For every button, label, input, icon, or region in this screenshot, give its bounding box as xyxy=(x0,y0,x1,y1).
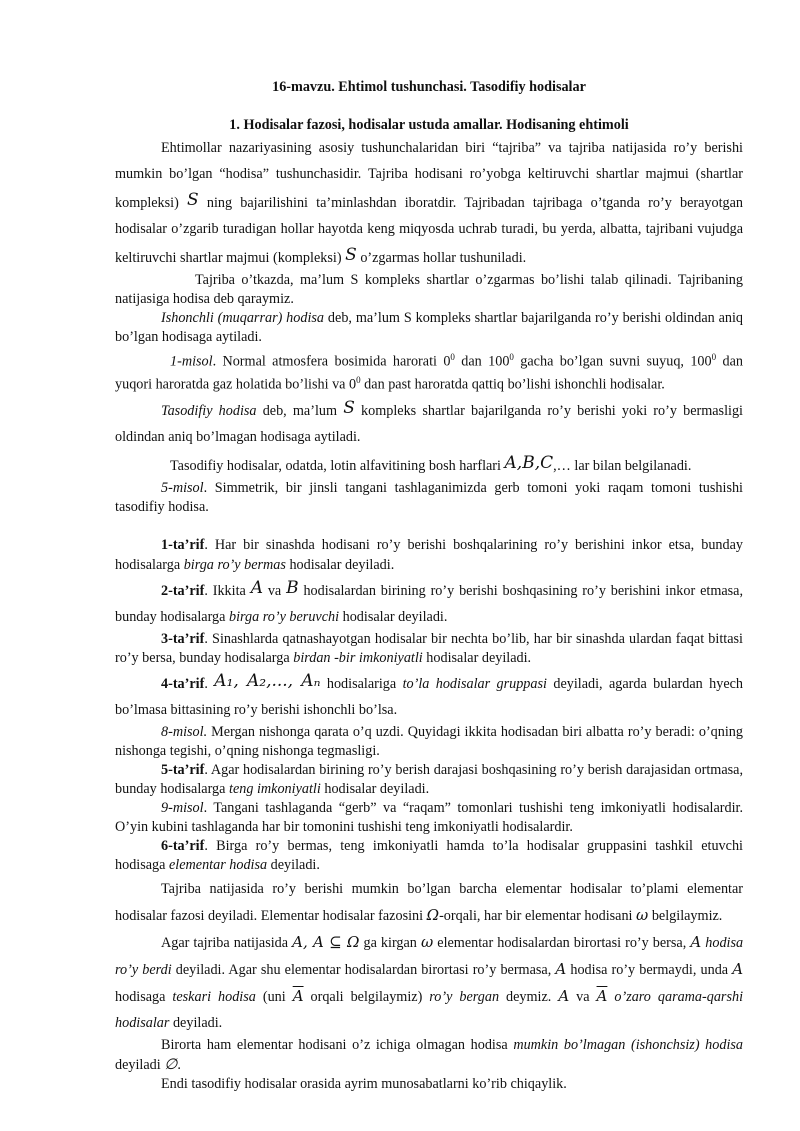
math-symbol: A, A ⊆ Ω xyxy=(292,932,360,951)
math-symbol: A xyxy=(558,986,570,1005)
math-symbol: B xyxy=(286,577,299,598)
term: to’la hodisalar gruppasi xyxy=(402,675,547,692)
term: ro’y bergan xyxy=(429,988,500,1005)
closing-paragraph: Endi tasodifiy hodisalar orasida ayrim munosabatlarni ko’rib chiqaylik. xyxy=(161,1075,567,1092)
document-page xyxy=(115,78,743,1094)
text: dan yuqori haroratda gaz holatida bo’lishi va 0 xyxy=(115,353,743,394)
text: hodisalardan birining ro’y berishi boshqasining ro’y berishini inkor etmasa, bunday hodisalarga xyxy=(115,582,744,625)
definition-2 xyxy=(115,575,743,630)
definition-label: 5-ta’rif xyxy=(161,761,205,778)
superscript: 0 xyxy=(356,375,361,386)
text: Birorta ham elementar hodisani o’z ichiga olmagan hodisa xyxy=(161,1036,508,1053)
text: hodisalar deyiladi. xyxy=(342,608,448,625)
text: . Normal atmosfera bosimida harorati 0 xyxy=(212,353,451,370)
complement-symbol: $\overline{A}$ xyxy=(596,986,608,1005)
definition-6 xyxy=(115,837,743,875)
omega-symbol: Ω xyxy=(426,905,440,924)
empty-set-symbol: ∅ xyxy=(164,1054,178,1073)
math-symbol: A₁, A₂,..., Aₙ xyxy=(214,670,321,691)
definition-label: 4-ta’rif xyxy=(161,675,205,692)
superscript: 0 xyxy=(711,351,717,362)
sample-space-paragraph xyxy=(115,876,743,929)
term: birdan -bir imkoniyatli xyxy=(293,649,423,666)
text: deyiladi xyxy=(115,1056,161,1073)
text: . Agar hodisalardan birining ro’y berish darajasi boshqasining ro’y berish darajasidan ortmasa, bunday hodisalarga xyxy=(115,761,743,798)
spacer xyxy=(115,517,743,536)
example-label: 1-misol xyxy=(170,353,213,370)
text: . Birga ro’y bermas, teng imkoniyatli hamda to’la hodisalar gruppasini tashkil etuvchi hodisaga xyxy=(115,838,743,874)
impossible-event-paragraph xyxy=(115,1036,743,1075)
text: Agar tajriba natijasida xyxy=(161,934,289,951)
superscript: 0 xyxy=(450,351,455,362)
text: ning bajarilishini ta’minlashdan iboratdir. Tajribadan tajribaga o’tganda ro’y berayotgan hodisalar o’zgarib turadigan hollar hayotda keng miqyosda uchrab turadi, bu yerda, albatta, tajribani vujudga keltiruvchi shartlar majmui (kompleksi) xyxy=(115,195,744,267)
math-symbol: A xyxy=(732,959,744,978)
example-label: 5-misol xyxy=(161,480,204,497)
text: deyiladi. xyxy=(172,1014,223,1031)
text: Tajriba natijasida ro’y berishi mumkin bo’lgan barcha elementar hodisalar to’plami elementar hodisalar fazosi deyiladi. Elementar hodisalar fazosini xyxy=(115,880,743,924)
text: hodisalar deyiladi. xyxy=(426,649,532,666)
term: birga ro’y beruvchi xyxy=(229,608,340,625)
text: . Sinashlarda qatnashayotgan hodisalar bir nechta bo’lib, har bir sinashda ulardan faqat bittasi ro’y bersa, bunday hodisalarga xyxy=(115,630,743,666)
text: deyiladi. xyxy=(270,857,320,874)
text: . Har bir sinashda hodisani ro’y berishi boshqalarining ro’y berishini inkor etsa, bunday hodisalarga xyxy=(115,537,743,573)
definition-3 xyxy=(115,630,743,668)
text: Mergan nishonga qarata o’q uzdi. Quyidagi ikkita hodisadan biri albatta ro’y beradi: o’qning nishonga tegishi, o’qning nishonga tegmasligi. xyxy=(115,723,743,759)
intro-paragraph xyxy=(115,135,743,271)
term: birga ro’y bermas xyxy=(183,556,286,573)
superscript: 0 xyxy=(509,351,514,362)
definition-1 xyxy=(115,536,743,574)
text: . Ikkita xyxy=(204,582,246,599)
text: kompleks shartlar bajarilganda ro’y berishi yoki ro’y bermasligi oldindan aniq bo’lmagan hodisaga aytiladi. xyxy=(115,403,743,446)
text: elementar hodisalardan birortasi ro’y bersa, xyxy=(437,934,687,951)
text: deymiz. xyxy=(506,988,552,1005)
text: va xyxy=(267,582,282,599)
example-5 xyxy=(115,479,743,517)
term: hodisa ro’y berdi xyxy=(115,934,744,978)
text: dan past haroratda qattiq bo’lishi ishonchli hodisalar. xyxy=(360,377,665,394)
definition-5 xyxy=(115,761,743,799)
term: teng imkoniyatli xyxy=(229,781,321,798)
text: va xyxy=(576,988,590,1005)
text: -orqali, har bir elementar hodisani xyxy=(439,907,633,924)
term: Ishonchli (muqarrar) hodisa xyxy=(161,310,325,327)
term: mumkin bo’lmagan (ishonchsiz) hodisa xyxy=(513,1036,744,1053)
text: . xyxy=(177,1056,181,1073)
math-symbol: A,B,C xyxy=(504,453,554,474)
text: (uni xyxy=(262,988,286,1005)
text: ,… lar bilan belgilanadi. xyxy=(553,458,692,475)
text: hodisalar deyiladi. xyxy=(289,556,395,573)
notation-paragraph xyxy=(115,450,743,479)
definition-4 xyxy=(115,668,743,723)
text: deyiladi. Agar shu elementar hodisalardan birortasi ro’y bermasa, xyxy=(175,961,552,978)
text: ga kirgan xyxy=(363,934,417,951)
example-label: 9-misol xyxy=(161,800,204,817)
text: . Simmetrik, bir jinsli tangani tashlaganimizda gerb tomoni yoki raqam tomoni tushishi tasodifiy hodisa. xyxy=(115,480,743,516)
text: Tasodifiy hodisalar, odatda, lotin alfavitining bosh harflari xyxy=(170,458,501,475)
text: . xyxy=(204,675,208,692)
definition-label: 6-ta’rif xyxy=(161,838,205,855)
text: belgilaymiz. xyxy=(651,907,723,924)
section-heading: 1. Hodisalar fazosi, hodisalar ustuda amallar. Hodisaning ehtimoli xyxy=(229,117,629,134)
sure-event-definition xyxy=(115,309,743,347)
text: hodisalariga xyxy=(326,675,397,692)
term: teskari hodisa xyxy=(172,988,256,1005)
text: hodisaga xyxy=(115,988,166,1005)
text: hodisa ro’y bermaydi, unda xyxy=(570,961,729,978)
example-label: 8-misol. xyxy=(161,723,208,740)
text: deb, ma’lum S kompleks shartlar bajarilganda ro’y berishi oldindan aniq bo’lgan hodisaga aytiladi. xyxy=(115,310,744,346)
math-symbol: S xyxy=(343,398,355,419)
text: hodisalar deyiladi. xyxy=(324,781,430,798)
math-symbol: A xyxy=(690,932,702,951)
random-event-definition xyxy=(115,395,743,450)
term: Tasodifiy hodisa xyxy=(161,403,257,420)
experiment-paragraph: Tajriba o’tkazda, ma’lum S kompleks shartlar o’zgarmas bo’lishi talab qilinadi. Tajribaning natijasiga hodisa deb qaraymiz. xyxy=(115,272,743,308)
text: deb, ma’lum xyxy=(262,403,338,420)
math-symbol: A xyxy=(250,577,263,598)
math-symbol: S xyxy=(345,245,357,266)
text: Ehtimollar nazariyasining asosiy tushunchalaridan biri “tajriba” va tajriba natijasida ro’y berishi mumkin bo’lgan “hodisa” tushunchasidir. Tajriba hodisani ro’yobga keltiruvchi shartlar majmui (shartlar kompleksi) xyxy=(115,140,743,212)
math-symbol: S xyxy=(187,190,199,211)
term: elementar hodisa xyxy=(168,857,268,874)
text: dan 100 xyxy=(454,353,510,370)
math-symbol: A xyxy=(555,959,567,978)
text: gacha bo’lgan suvni suyuq, 100 xyxy=(513,353,712,370)
definition-label: 1-ta’rif xyxy=(161,537,205,554)
text: orqali belgilaymiz) xyxy=(310,988,423,1005)
example-1 xyxy=(115,348,743,396)
omega-lower-symbol: ω xyxy=(636,905,649,924)
text: . Tangani tashlaganda “gerb” va “raqam” tomonlari tushishi teng imkoniyatli hodisalardir. O’yin kubini tashlaganda har bir tomonini tushishi teng imkoniyatli hodisalardir. xyxy=(115,800,743,836)
example-9 xyxy=(115,799,743,837)
topic-title: 16-mavzu. Ehtimol tushunchasi. Tasodifiy hodisalar xyxy=(272,79,586,95)
complement-symbol: $\overline{A}$ xyxy=(292,986,304,1005)
complement-paragraph xyxy=(115,929,743,1036)
omega-lower-symbol: ω xyxy=(420,932,434,951)
definition-label: 3-ta’rif xyxy=(161,630,205,647)
definition-label: 2-ta’rif xyxy=(161,582,205,599)
text: o’zgarmas hollar tushuniladi. xyxy=(360,250,527,267)
text: deyiladi, agarda bulardan hyech bo’lmasa bittasining ro’y berishi ishonchli bo’lsa. xyxy=(115,675,744,718)
term: o’zaro qarama-qarshi hodisalar xyxy=(115,988,744,1031)
example-8 xyxy=(115,723,743,761)
